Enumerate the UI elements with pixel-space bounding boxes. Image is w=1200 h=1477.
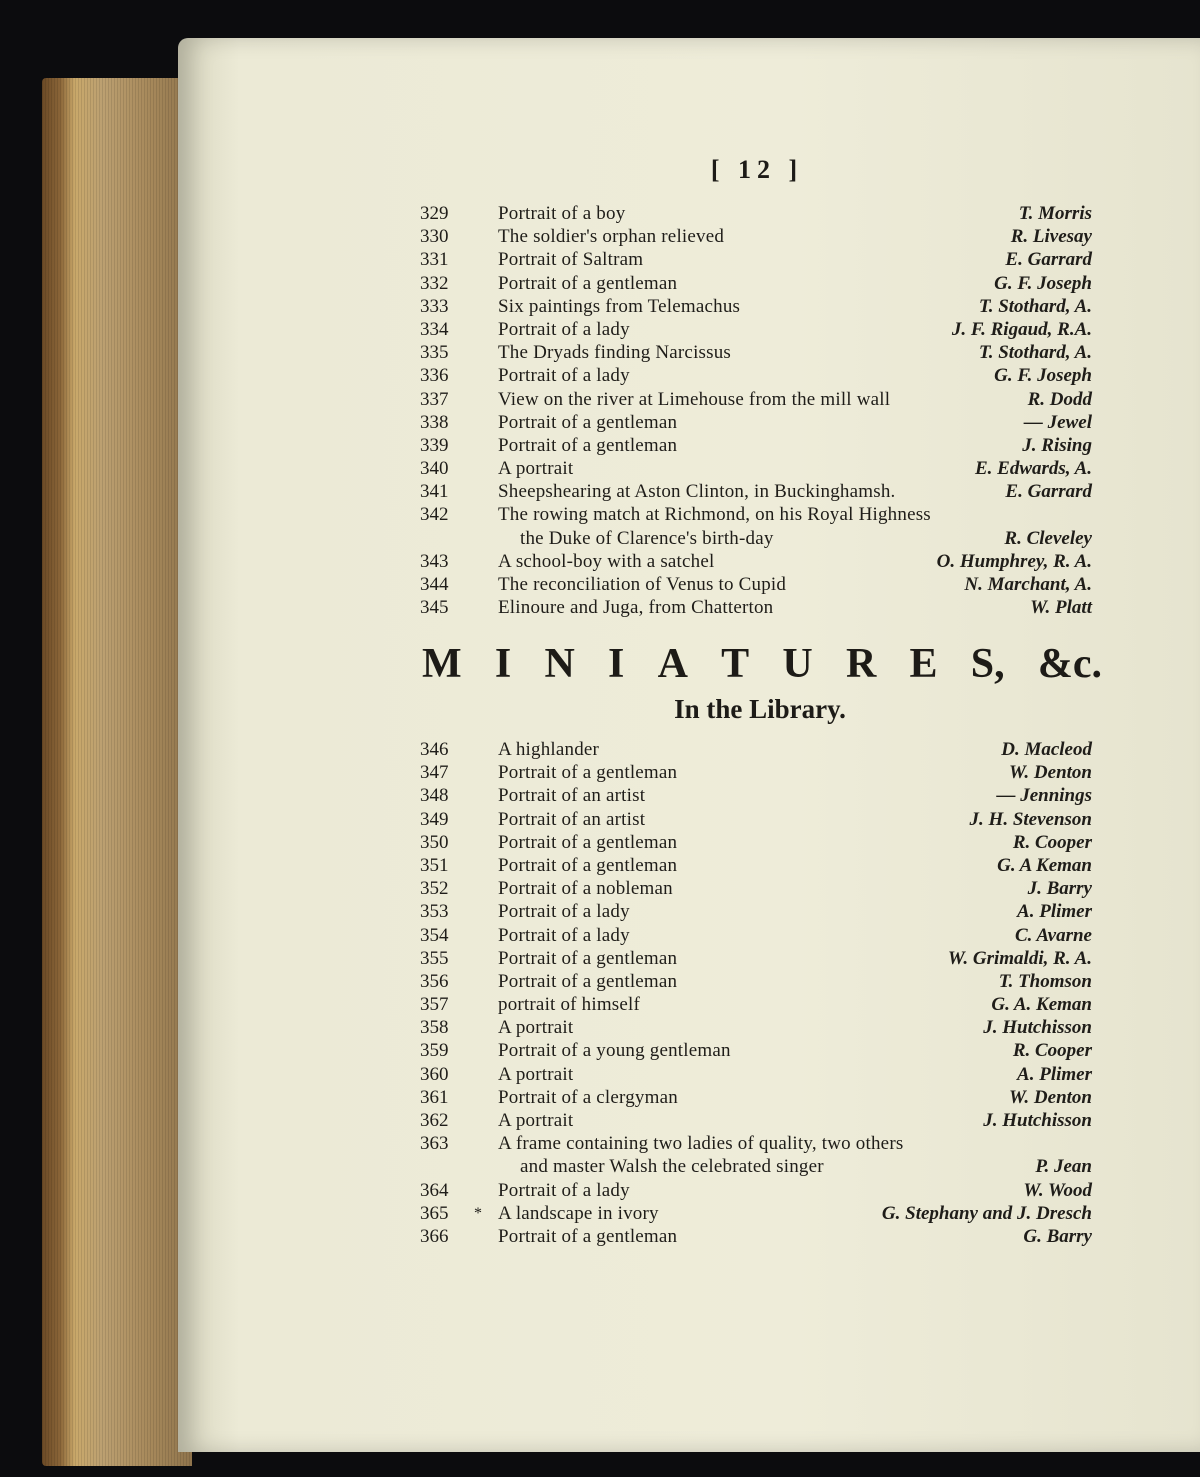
heading-letter: M bbox=[422, 641, 462, 687]
catalogue-entry bbox=[420, 341, 1100, 364]
entry-title: View on the river at Limehouse from the mill wall bbox=[498, 388, 891, 410]
entry-asterisk: * bbox=[474, 1204, 482, 1222]
catalogue-entry bbox=[420, 1086, 1100, 1109]
catalogue-entry bbox=[420, 808, 1100, 831]
entry-artist: O. Humphrey, R. A. bbox=[936, 550, 1092, 572]
entry-number: 344 bbox=[420, 574, 449, 595]
entry-title: Portrait of a gentleman bbox=[498, 854, 678, 876]
entry-artist: J. F. Rigaud, R.A. bbox=[951, 318, 1092, 340]
entry-number: 362 bbox=[420, 1110, 449, 1131]
catalogue-entry bbox=[420, 225, 1100, 248]
catalogue-entry bbox=[420, 831, 1100, 854]
entry-number: 343 bbox=[420, 550, 449, 572]
entry-title: Portrait of a gentleman bbox=[498, 272, 678, 294]
catalogue-entry bbox=[420, 527, 1100, 550]
catalogue-entry bbox=[420, 1225, 1100, 1248]
heading-letter: I bbox=[608, 641, 625, 687]
entry-title: Portrait of a gentleman bbox=[498, 947, 678, 969]
entry-artist: P. Jean bbox=[1035, 1156, 1092, 1178]
entry-number: 335 bbox=[420, 342, 449, 364]
entry-artist: G. F. Joseph bbox=[994, 272, 1092, 294]
entry-number: 334 bbox=[420, 318, 449, 340]
entry-title: Portrait of a gentleman bbox=[498, 1225, 678, 1247]
entry-number: 351 bbox=[420, 854, 449, 876]
entry-title: Portrait of a gentleman bbox=[498, 434, 678, 456]
entry-title: Portrait of a gentleman bbox=[498, 411, 678, 433]
book-fore-edge bbox=[42, 78, 192, 1466]
entry-title: Sheepshearing at Aston Clinton, in Buckinghamsh. bbox=[498, 481, 896, 503]
entry-number: 340 bbox=[420, 458, 449, 480]
entry-title: Portrait of a lady bbox=[498, 901, 630, 923]
entry-number: 333 bbox=[420, 295, 449, 317]
entry-artist: R. Cooper bbox=[1012, 831, 1092, 853]
entry-number: 364 bbox=[420, 1179, 449, 1201]
entry-artist: W. Grimaldi, R. A. bbox=[947, 947, 1092, 969]
entry-title: Portrait of a lady bbox=[498, 924, 630, 946]
entry-number: 365 bbox=[420, 1202, 449, 1224]
entry-number: 337 bbox=[420, 388, 449, 410]
catalogue-entry bbox=[420, 480, 1100, 503]
entry-artist: — Jennings bbox=[996, 785, 1092, 807]
catalogue-entry bbox=[420, 1063, 1100, 1086]
heading-letter: R bbox=[845, 641, 877, 687]
entry-artist: T. Morris bbox=[1018, 203, 1092, 224]
entry-title: A portrait bbox=[498, 1110, 574, 1131]
entry-number: 330 bbox=[420, 226, 449, 248]
entry-title: Portrait of a boy bbox=[498, 203, 626, 224]
entry-artist: J. Barry bbox=[1027, 878, 1092, 900]
entry-title: A portrait bbox=[498, 1017, 574, 1039]
entry-artist: E. Garrard bbox=[1005, 481, 1092, 503]
catalogue-entry bbox=[420, 1202, 1100, 1225]
heading-letter: N bbox=[544, 641, 575, 687]
entry-artist: W. Platt bbox=[1030, 597, 1092, 619]
heading-letter: A bbox=[657, 641, 688, 687]
entry-number: 366 bbox=[420, 1225, 449, 1247]
entry-title: and master Walsh the celebrated singer bbox=[520, 1156, 824, 1178]
catalogue-entry bbox=[420, 411, 1100, 434]
entry-artist: G. Stephany and J. Dresch bbox=[881, 1202, 1092, 1224]
entry-artist: W. Denton bbox=[1008, 762, 1092, 784]
catalogue-entry bbox=[420, 784, 1100, 807]
entry-number: 338 bbox=[420, 411, 449, 433]
entry-number: 341 bbox=[420, 481, 449, 503]
entry-title: The rowing match at Richmond, on his Royal Highness bbox=[498, 504, 931, 526]
catalogue-entry bbox=[420, 947, 1100, 970]
entry-title: Portrait of Saltram bbox=[498, 249, 644, 271]
entry-number: 342 bbox=[420, 504, 449, 526]
catalogue-entry bbox=[420, 1109, 1100, 1132]
entry-artist: R. Dodd bbox=[1027, 388, 1092, 410]
catalogue-entry bbox=[420, 364, 1100, 387]
entry-number: 356 bbox=[420, 970, 449, 992]
entry-artist: R. Cleveley bbox=[1004, 527, 1092, 549]
entry-number: 336 bbox=[420, 365, 449, 387]
heading-letter: S, bbox=[970, 641, 1005, 687]
subheading-library: In the Library. bbox=[674, 694, 846, 724]
entry-number: 355 bbox=[420, 947, 449, 969]
entry-number: 346 bbox=[420, 739, 449, 760]
entry-title: The reconciliation of Venus to Cupid bbox=[498, 574, 787, 595]
catalogue-entry bbox=[420, 1132, 1100, 1155]
entry-number: 359 bbox=[420, 1040, 449, 1062]
catalogue-entry bbox=[420, 248, 1100, 271]
entry-artist: J. H. Stevenson bbox=[969, 808, 1092, 830]
entry-title: Portrait of a gentleman bbox=[498, 970, 678, 992]
entry-artist: C. Avarne bbox=[1014, 924, 1092, 946]
section-heading-miniatures bbox=[422, 640, 1102, 688]
catalogue-entry bbox=[420, 596, 1100, 619]
entry-artist: E. Garrard bbox=[1005, 249, 1092, 271]
catalogue-entry bbox=[420, 503, 1100, 526]
entry-title: Portrait of an artist bbox=[498, 808, 646, 830]
entry-number: 332 bbox=[420, 272, 449, 294]
catalogue-entry bbox=[420, 457, 1100, 480]
catalogue-entry bbox=[420, 318, 1100, 341]
entry-title: Portrait of a gentleman bbox=[498, 762, 678, 784]
entry-title: Elinoure and Juga, from Chatterton bbox=[498, 597, 774, 619]
entry-artist: T. Stothard, A. bbox=[978, 342, 1092, 364]
entry-number: 360 bbox=[420, 1063, 449, 1085]
catalogue-entry bbox=[420, 1039, 1100, 1062]
entry-artist: R. Livesay bbox=[1010, 226, 1092, 248]
entry-artist: A. Plimer bbox=[1017, 1063, 1092, 1085]
entry-title: Six paintings from Telemachus bbox=[498, 295, 741, 317]
catalogue-entry bbox=[420, 877, 1100, 900]
paintings-list bbox=[420, 202, 1100, 619]
entry-artist: G. A. Keman bbox=[991, 994, 1092, 1016]
entry-number: 363 bbox=[420, 1133, 449, 1155]
catalogue-entry bbox=[420, 993, 1100, 1016]
entry-number: 354 bbox=[420, 924, 449, 946]
entry-number: 357 bbox=[420, 994, 449, 1016]
entry-artist: G. A Keman bbox=[997, 854, 1092, 876]
entry-artist: N. Marchant, A. bbox=[964, 574, 1092, 595]
catalogue-entry bbox=[420, 434, 1100, 457]
entry-number: 361 bbox=[420, 1086, 449, 1108]
entry-title: Portrait of a nobleman bbox=[498, 878, 673, 900]
entry-title: Portrait of a lady bbox=[498, 1179, 630, 1201]
catalogue-entry bbox=[420, 388, 1100, 411]
entry-title: Portrait of a lady bbox=[498, 318, 630, 340]
catalogue-entry bbox=[420, 202, 1100, 225]
catalogue-entry bbox=[420, 1179, 1100, 1202]
heading-letter: I bbox=[494, 641, 512, 687]
entry-artist: W. Wood bbox=[1023, 1179, 1092, 1201]
heading-letter: U bbox=[782, 641, 813, 687]
heading-letter: E bbox=[909, 641, 938, 687]
entry-artist: D. Macleod bbox=[1001, 739, 1092, 760]
miniatures-list bbox=[420, 738, 1100, 1248]
entry-title: Portrait of a lady bbox=[498, 365, 630, 387]
page-number: [ 12 ] bbox=[710, 155, 804, 184]
catalogue-entry bbox=[420, 573, 1100, 596]
entry-artist: W. Denton bbox=[1008, 1086, 1092, 1108]
entry-artist: J. Rising bbox=[1022, 434, 1092, 456]
entry-artist: J. Hutchisson bbox=[983, 1110, 1092, 1131]
entry-number: 347 bbox=[420, 762, 449, 784]
entry-title: The Dryads finding Narcissus bbox=[498, 342, 732, 364]
catalogue-entry bbox=[420, 924, 1100, 947]
entry-number: 358 bbox=[420, 1017, 449, 1039]
entry-title: The soldier's orphan relieved bbox=[498, 226, 725, 248]
entry-title: Portrait of a gentleman bbox=[498, 831, 678, 853]
entry-title: A portrait bbox=[498, 458, 574, 480]
entry-number: 329 bbox=[420, 203, 449, 224]
heading-letter: &c. bbox=[1037, 641, 1102, 687]
heading-letter: T bbox=[721, 641, 750, 687]
entry-number: 339 bbox=[420, 434, 449, 456]
entry-number: 353 bbox=[420, 901, 449, 923]
entry-number: 348 bbox=[420, 785, 449, 807]
entry-title: the Duke of Clarence's birth-day bbox=[520, 527, 774, 549]
entry-artist: J. Hutchisson bbox=[983, 1017, 1092, 1039]
entry-title: Portrait of an artist bbox=[498, 785, 646, 807]
entry-number: 349 bbox=[420, 808, 449, 830]
entry-artist: G. Barry bbox=[1023, 1225, 1092, 1247]
entry-number: 352 bbox=[420, 878, 449, 900]
catalogue-entry bbox=[420, 1155, 1100, 1178]
entry-artist: G. F. Joseph bbox=[994, 365, 1092, 387]
entry-number: 345 bbox=[420, 597, 449, 619]
catalogue-entry bbox=[420, 761, 1100, 784]
catalogue-entry bbox=[420, 900, 1100, 923]
catalogue-entry bbox=[420, 854, 1100, 877]
catalogue-entry bbox=[420, 550, 1100, 573]
entry-artist: T. Thomson bbox=[998, 970, 1092, 992]
entry-title: A frame containing two ladies of quality, two others bbox=[498, 1133, 904, 1155]
entry-number: 331 bbox=[420, 249, 449, 271]
catalogue-entry bbox=[420, 970, 1100, 993]
entry-title: portrait of himself bbox=[498, 994, 641, 1016]
entry-title: A school-boy with a satchel bbox=[498, 550, 715, 572]
entry-artist: T. Stothard, A. bbox=[978, 295, 1092, 317]
entry-artist: R. Cooper bbox=[1012, 1040, 1092, 1062]
entry-title: A portrait bbox=[498, 1063, 574, 1085]
catalogue-entry bbox=[420, 738, 1100, 761]
entry-artist: — Jewel bbox=[1023, 411, 1092, 433]
catalogue-entry bbox=[420, 272, 1100, 295]
entry-title: A highlander bbox=[498, 739, 600, 760]
entry-title: A landscape in ivory bbox=[498, 1202, 659, 1224]
entry-title: Portrait of a young gentleman bbox=[498, 1040, 731, 1062]
catalogue-entry bbox=[420, 1016, 1100, 1039]
entry-artist: A. Plimer bbox=[1017, 901, 1092, 923]
entry-artist: E. Edwards, A. bbox=[974, 458, 1092, 480]
entry-number: 350 bbox=[420, 831, 449, 853]
entry-title: Portrait of a clergyman bbox=[498, 1086, 678, 1108]
catalogue-entry bbox=[420, 295, 1100, 318]
